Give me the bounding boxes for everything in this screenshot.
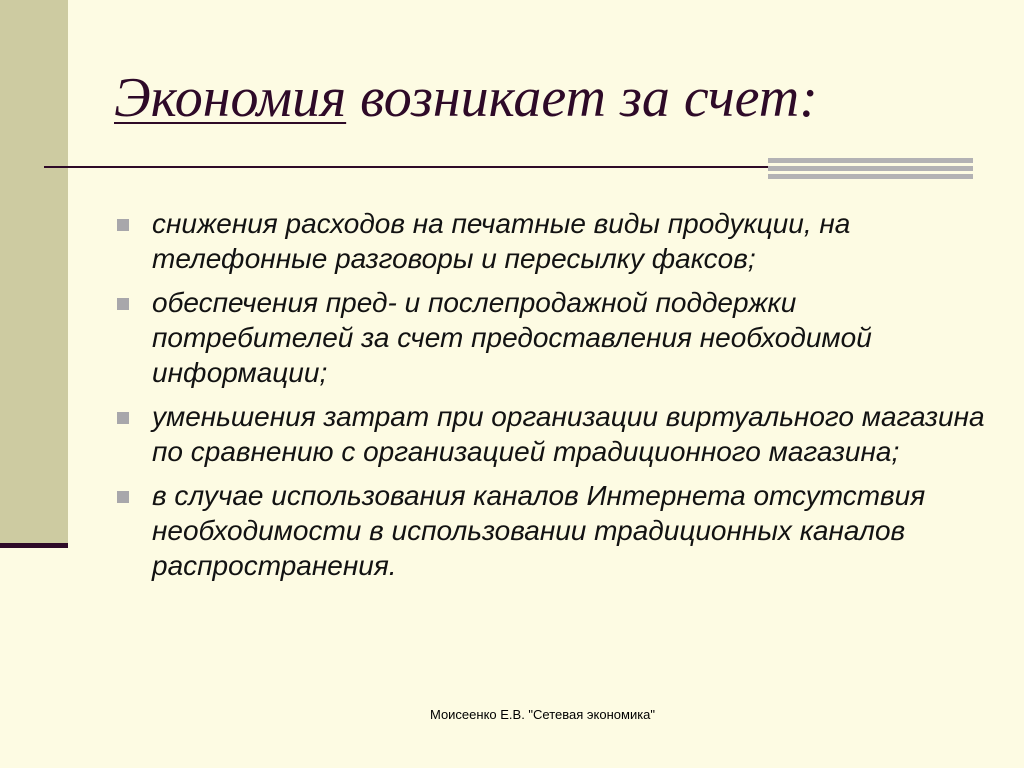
slide-footer: Моисеенко Е.В. "Сетевая экономика" xyxy=(429,707,656,722)
left-side-band xyxy=(0,0,68,548)
square-bullet-icon xyxy=(117,412,129,424)
title-underlined-word: Экономия xyxy=(114,67,347,129)
bullet-item-3 xyxy=(114,399,994,469)
bullet-text: уменьшения затрат при организации виртуального магазина по сравнению с организацией традиционного магазина; xyxy=(152,401,985,467)
divider-bar-top xyxy=(768,158,973,163)
bullet-item-1 xyxy=(114,206,994,276)
bullet-list xyxy=(114,206,994,592)
title-divider-line xyxy=(44,166,770,168)
bullet-item-2 xyxy=(114,285,994,390)
square-bullet-icon xyxy=(117,491,129,503)
divider-bar-middle xyxy=(768,166,973,171)
title-divider-bars xyxy=(768,158,973,179)
square-bullet-icon xyxy=(117,219,129,231)
bullet-text: снижения расходов на печатные виды продукции, на телефонные разговоры и пересылку факсов; xyxy=(152,208,851,274)
square-bullet-icon xyxy=(117,298,129,310)
bullet-text: в случае использования каналов Интернета отсутствия необходимости в использовании традиционных каналов распространения. xyxy=(152,480,926,581)
bullet-text: обеспечения пред- и послепродажной поддержки потребителей за счет предоставления необходимой информации; xyxy=(152,287,872,388)
bullet-item-4 xyxy=(114,478,994,583)
divider-bar-bottom xyxy=(768,174,973,179)
slide-title xyxy=(114,66,818,130)
left-band-accent-line xyxy=(0,543,68,548)
title-rest: возникает за счет: xyxy=(346,67,818,129)
